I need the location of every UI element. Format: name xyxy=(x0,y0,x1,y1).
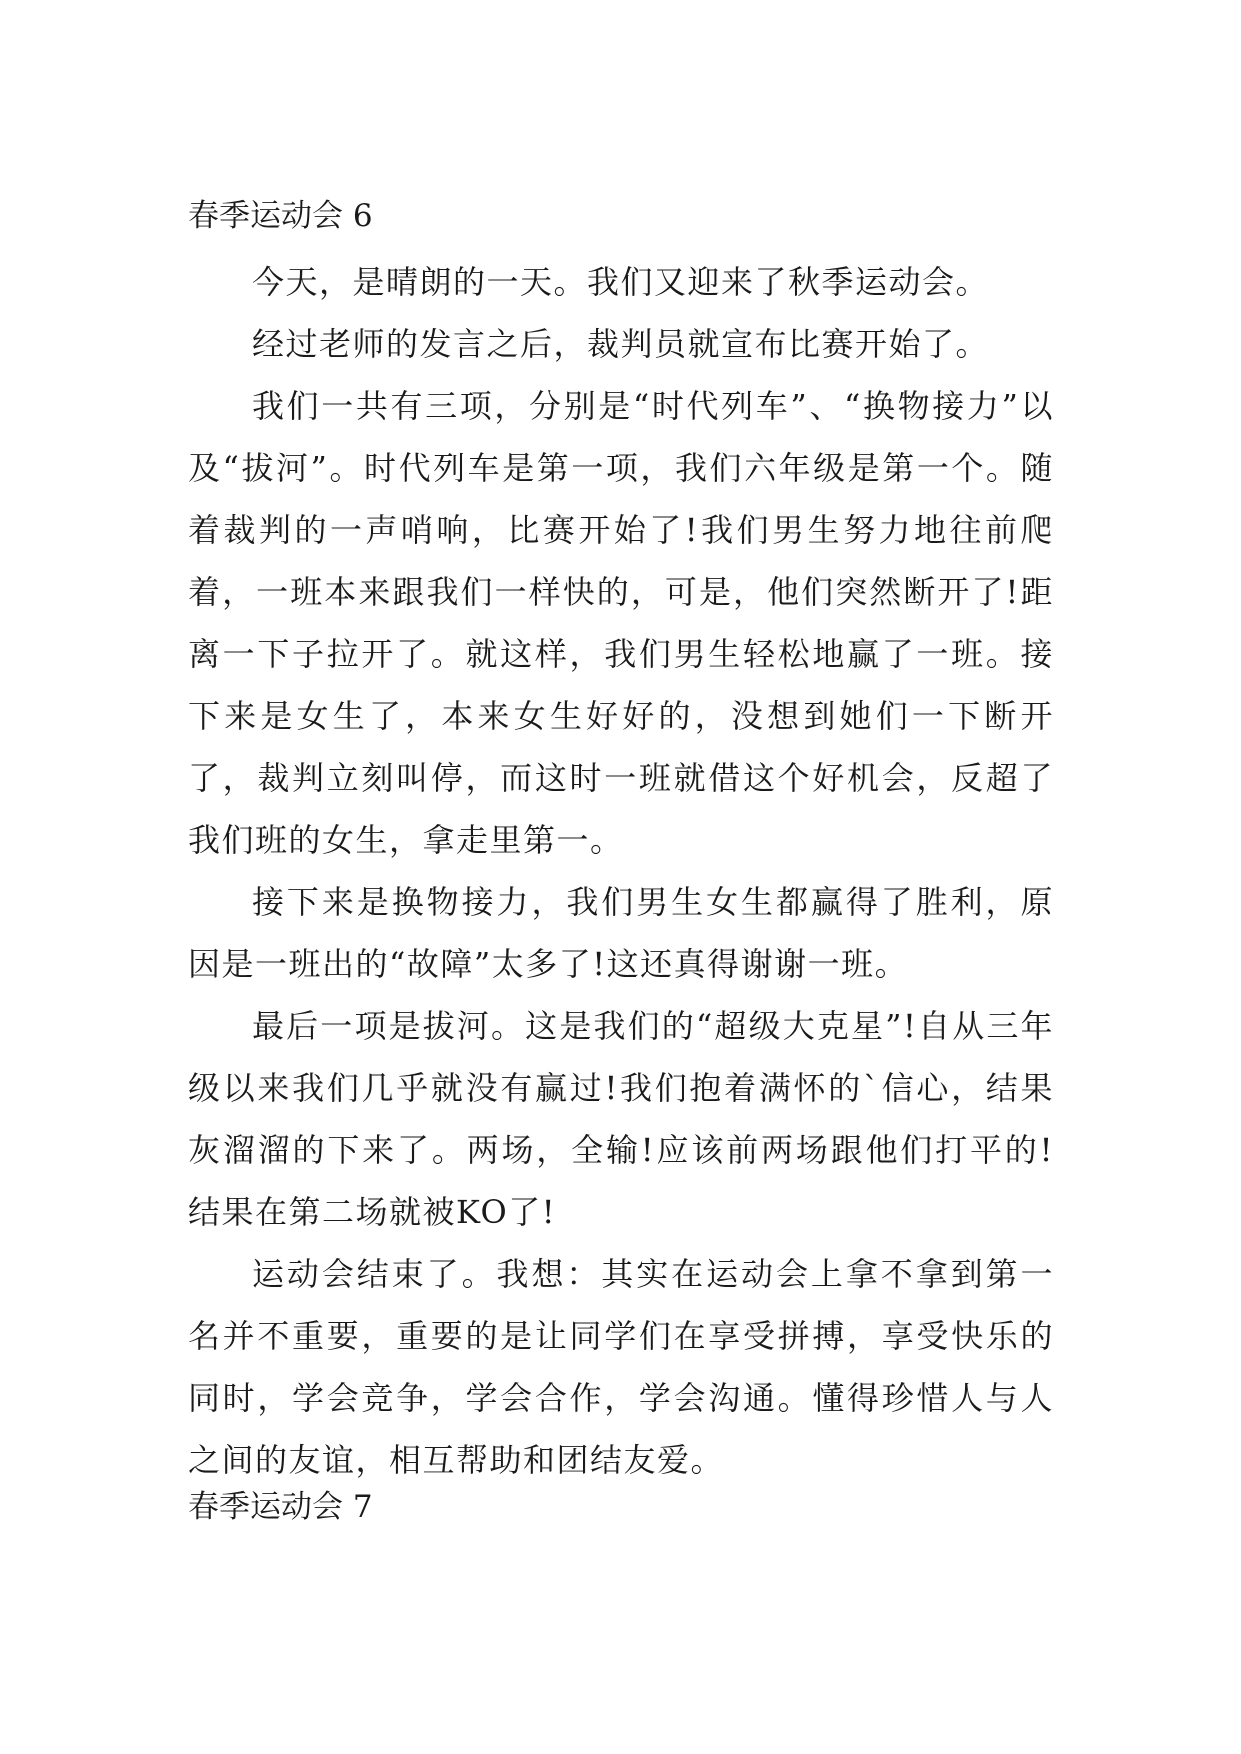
paragraph-2: 经过老师的发言之后，裁判员就宣布比赛开始了。 xyxy=(252,325,990,363)
paragraph-3: 我们一共有三项，分别是“时代列车”、“换物接力”以及“拔河”。时代列车是第一项，我们六年级是第一个。随着裁判的一声哨响，比赛开始了!我们男生努力地往前爬着，一班本来跟我们一样快的，可是，他们突然断开了!距离一下子拉开了。就这样，我们男生轻松地赢了一班。接下来是女生了，本来女生好好的，没想到她们一下断开了，裁判立刻叫停，而这时一班就借这个好机会，反超了我们班的女生，拿走里第一。 xyxy=(188,387,1054,859)
paragraph-5: 最后一项是拔河。这是我们的“超级大克星”!自从三年级以来我们几乎就没有赢过!我们抱着满怀的`信心，结果灰溜溜的下来了。两场，全输!应该前两场跟他们打平的!结果在第二场就被KO了! xyxy=(188,1007,1054,1231)
section-6-title: 春季运动会 6 xyxy=(188,198,373,234)
paragraph-6: 运动会结束了。我想：其实在运动会上拿不拿到第一名并不重要，重要的是让同学们在享受拼搏，享受快乐的同时，学会竞争，学会合作，学会沟通。懂得珍惜人与人之间的友谊，相互帮助和团结友爱。 xyxy=(188,1255,1054,1479)
section-6-body xyxy=(188,251,1054,1491)
section-7-title: 春季运动会 7 xyxy=(188,1489,373,1525)
paragraph-4: 接下来是换物接力，我们男生女生都赢得了胜利，原因是一班出的“故障”太多了!这还真得谢谢一班。 xyxy=(188,883,1054,983)
paragraph-1: 今天，是晴朗的一天。我们又迎来了秋季运动会。 xyxy=(252,263,990,301)
